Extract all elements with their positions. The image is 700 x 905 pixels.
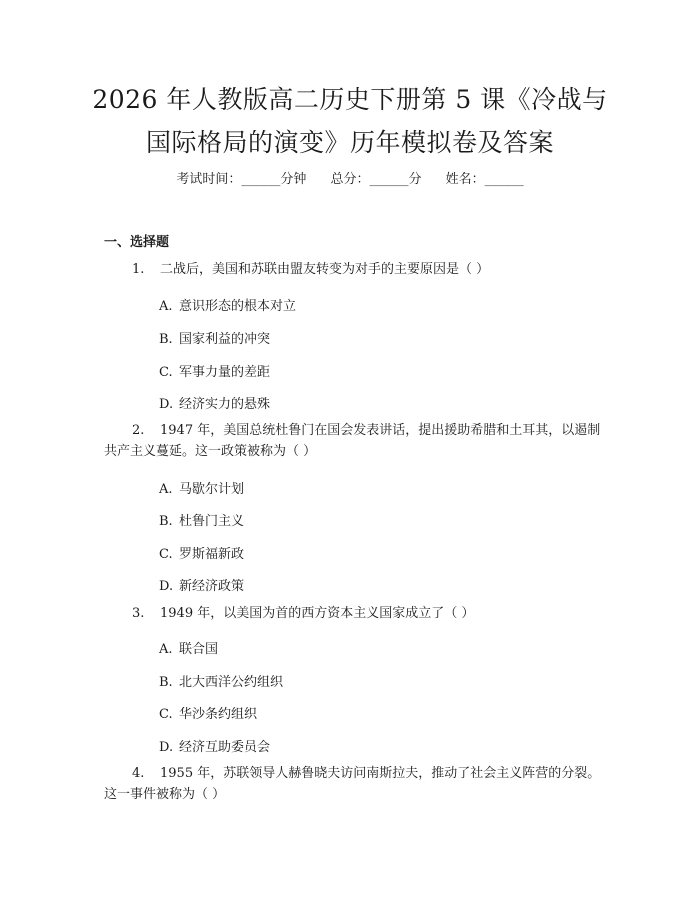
question-number: 2. xyxy=(132,423,145,438)
question-3-option-c xyxy=(159,703,257,722)
total-score-field: 总分：______分 xyxy=(330,172,422,187)
exam-meta xyxy=(0,168,700,187)
question-4 xyxy=(104,763,604,805)
question-text: 二战后，美国和苏联由盟友转变为对手的主要原因是（ ） xyxy=(160,262,490,277)
question-text: 1955 年，苏联领导人赫鲁晓夫访问南斯拉夫，推动了社会主义阵营的分裂。这一事件被称为（ ） xyxy=(104,766,601,802)
option-letter: D. xyxy=(159,579,174,594)
question-1-option-b xyxy=(159,328,270,347)
option-text: 新经济政策 xyxy=(179,579,245,594)
option-text: 经济互助委员会 xyxy=(179,740,271,755)
option-letter: D. xyxy=(159,740,174,755)
option-letter: A. xyxy=(159,642,173,657)
question-2-option-d xyxy=(159,575,244,594)
question-3-option-d xyxy=(159,736,270,755)
option-text: 军事力量的差距 xyxy=(179,365,271,380)
option-letter: B. xyxy=(159,332,173,347)
question-3 xyxy=(132,603,474,624)
option-text: 国家利益的冲突 xyxy=(179,332,271,347)
option-text: 杜鲁门主义 xyxy=(179,514,245,529)
section-title: 一、选择题 xyxy=(104,235,170,250)
option-letter: B. xyxy=(159,514,173,529)
option-text: 马歇尔计划 xyxy=(179,482,245,497)
question-2-option-b xyxy=(159,510,244,529)
option-letter: C. xyxy=(159,365,173,380)
question-2-option-a xyxy=(159,478,244,497)
option-letter: C. xyxy=(159,547,173,562)
question-number: 4. xyxy=(132,766,145,781)
question-3-option-b xyxy=(159,671,283,690)
question-1-option-d xyxy=(159,393,270,412)
document-title xyxy=(40,78,660,164)
question-1 xyxy=(132,259,489,280)
student-name-field: 姓名：______ xyxy=(445,172,524,187)
option-text: 联合国 xyxy=(179,642,219,657)
option-letter: B. xyxy=(159,675,173,690)
question-1-option-c xyxy=(159,361,270,380)
question-2 xyxy=(104,420,604,462)
title-line-2: 国际格局的演变》历年模拟卷及答案 xyxy=(145,128,554,157)
option-text: 华沙条约组织 xyxy=(179,707,258,722)
question-number: 1. xyxy=(132,262,145,277)
option-text: 经济实力的悬殊 xyxy=(179,397,271,412)
option-letter: A. xyxy=(159,482,173,497)
option-letter: C. xyxy=(159,707,173,722)
title-line-1: 2026 年人教版高二历史下册第 5 课《冷战与 xyxy=(92,85,608,114)
option-text: 意识形态的根本对立 xyxy=(179,299,297,314)
question-1-option-a xyxy=(159,295,296,314)
option-letter: D. xyxy=(159,397,174,412)
question-text: 1949 年，以美国为首的西方资本主义国家成立了（ ） xyxy=(160,606,475,621)
option-text: 北大西洋公约组织 xyxy=(179,675,284,690)
option-letter: A. xyxy=(159,299,173,314)
option-text: 罗斯福新政 xyxy=(179,547,245,562)
exam-time-field: 考试时间：______分钟 xyxy=(176,172,307,187)
question-2-option-c xyxy=(159,543,244,562)
question-number: 3. xyxy=(132,606,145,621)
question-text: 1947 年，美国总统杜鲁门在国会发表讲话，提出援助希腊和土耳其，以遏制共产主义蔓延。这一政策被称为（ ） xyxy=(104,423,601,459)
question-3-option-a xyxy=(159,638,218,657)
